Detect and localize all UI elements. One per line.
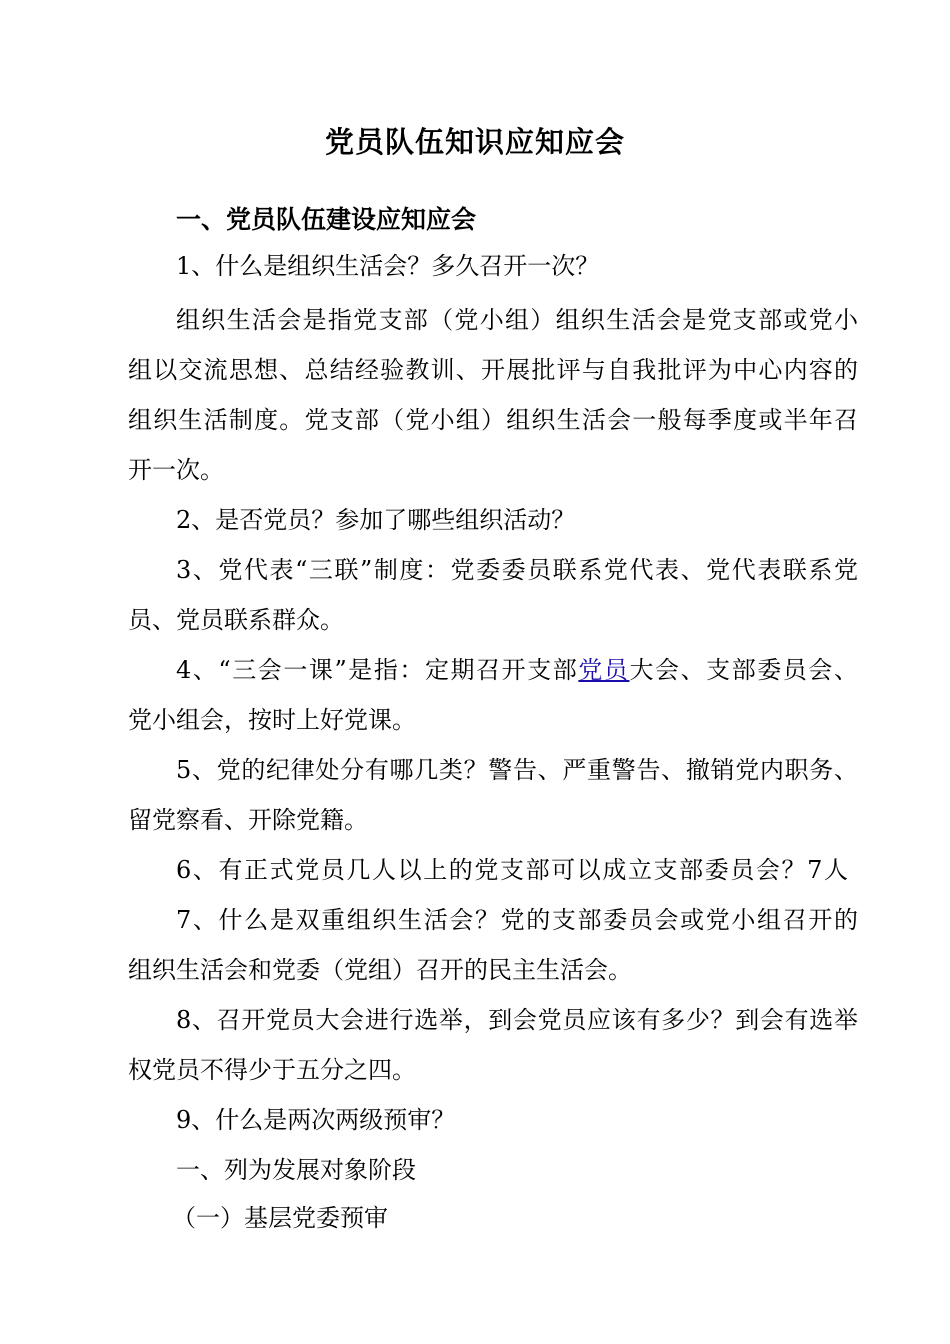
paragraph-line: 留党察看、开除党籍。 xyxy=(128,806,368,834)
paragraph-line: 党小组会，按时上好党课。 xyxy=(128,706,416,734)
page-title: 党员队伍知识应知应会 xyxy=(324,125,625,159)
paragraph-line: 组织生活会是指党支部（党小组）组织生活会是党支部或党小 xyxy=(176,306,858,334)
question-1: 1、什么是组织生活会？多久召开一次？ xyxy=(176,252,600,280)
question-4-text: 4、“三会一课”是指：定期召开支部 xyxy=(176,656,579,684)
question-5: 5、党的纪律处分有哪几类？警告、严重警告、撤销党内职务、 xyxy=(176,756,858,784)
paragraph-line: 组织生活制度。党支部（党小组）组织生活会一般每季度或半年召 xyxy=(128,406,858,434)
section-heading: 一、党员队伍建设应知应会 xyxy=(176,205,477,234)
question-6: 6、有正式党员几人以上的党支部可以成立支部委员会？7人 xyxy=(176,856,848,884)
question-4 xyxy=(176,650,858,690)
paragraph-line: 权党员不得少于五分之四。 xyxy=(128,1056,416,1084)
question-4-text-end: 大会、支部委员会、 xyxy=(629,656,858,684)
question-2: 2、是否党员？参加了哪些组织活动？ xyxy=(176,506,576,534)
paragraph-line: 员、党员联系群众。 xyxy=(128,606,344,634)
party-member-link[interactable]: 党员 xyxy=(578,656,630,684)
paragraph-line: 组以交流思想、总结经验教训、开展批评与自我批评为中心内容的 xyxy=(128,356,858,384)
paragraph-line: 开一次。 xyxy=(128,456,224,484)
paragraph-line: 组织生活会和党委（党组）召开的民主生活会。 xyxy=(128,956,632,984)
question-8: 8、召开党员大会进行选举，到会党员应该有多少？到会有选举 xyxy=(176,1006,858,1034)
question-7: 7、什么是双重组织生活会？党的支部委员会或党小组召开的 xyxy=(176,906,858,934)
question-9: 9、什么是两次两级预审？ xyxy=(176,1106,456,1134)
subsection-item: （一）基层党委预审 xyxy=(172,1204,388,1232)
subsection-heading: 一、列为发展对象阶段 xyxy=(176,1156,416,1184)
question-3: 3、党代表“三联”制度：党委委员联系党代表、党代表联系党 xyxy=(176,556,858,584)
